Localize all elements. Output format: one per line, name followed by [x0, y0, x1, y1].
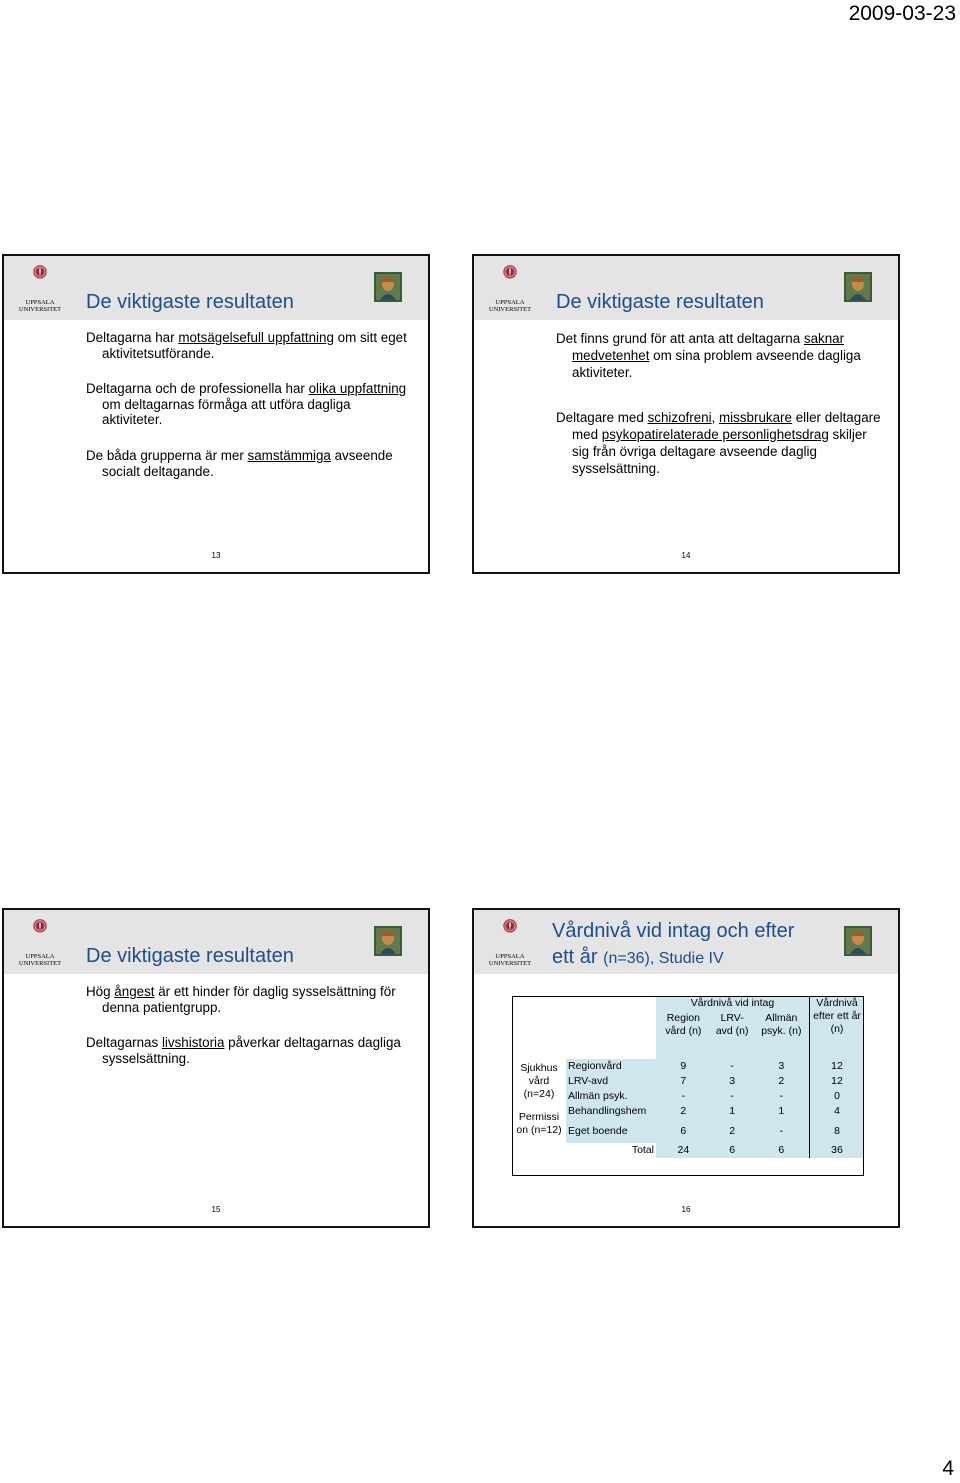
cell: 12: [810, 1059, 865, 1074]
slide-title: De viktigaste resultaten: [556, 291, 764, 313]
page-number: 4: [942, 1457, 954, 1480]
bullet: Deltagarnas livshistoria påverkar deltagarnas dagliga sysselsättning.: [86, 1035, 401, 1066]
row-label: Eget boende: [566, 1119, 656, 1143]
cell: 3: [754, 1059, 810, 1074]
logo-text-1: UPPSALA: [25, 299, 55, 306]
slide-number: 15: [211, 1205, 221, 1214]
slide-header: [4, 910, 428, 974]
cell: 0: [810, 1089, 865, 1104]
slide-body: [86, 984, 414, 1086]
table-row: [512, 1104, 864, 1119]
slide-number: 13: [211, 551, 221, 560]
cell: 8: [810, 1119, 865, 1143]
uppsala-logo: [12, 918, 68, 968]
logo-text-2: UNIVERSITET: [18, 960, 62, 967]
cell: 7: [656, 1074, 711, 1089]
row-label: Allmän psyk.: [566, 1089, 656, 1104]
slide-title: De viktigaste resultaten: [86, 291, 294, 313]
uppsala-logo: [12, 264, 68, 314]
logo-text-1: UPPSALA: [495, 953, 525, 960]
slide-16: [472, 908, 900, 1228]
cell: -: [754, 1119, 810, 1143]
cell: 9: [656, 1059, 711, 1074]
slide-number: 16: [681, 1205, 691, 1214]
group-label: Sjukhus vård (n=24): [520, 1062, 558, 1100]
row-label: LRV-avd: [566, 1074, 656, 1089]
cell: 6: [754, 1143, 810, 1158]
slide-body: [556, 330, 884, 505]
logo-text-2: UNIVERSITET: [488, 306, 532, 313]
slide-title: [552, 918, 794, 972]
cell: 6: [656, 1119, 711, 1143]
slide-title: De viktigaste resultaten: [86, 945, 294, 967]
cell: 1: [754, 1104, 810, 1119]
care-level-table: [512, 996, 864, 1158]
bullet: Deltagarna har motsägelsefull uppfattning om sitt eget aktivitetsutförande.: [86, 330, 407, 361]
cell: 24: [656, 1143, 711, 1158]
bullet: Deltagarna och de professionella har olika uppfattning om deltagarnas förmåga att utföra dagliga aktiviteter.: [86, 381, 407, 428]
cell: 1: [711, 1104, 754, 1119]
print-date: 2009-03-23: [848, 2, 956, 25]
seal-icon: [12, 264, 68, 292]
logo-text-1: UPPSALA: [495, 299, 525, 306]
seal-icon: [482, 264, 538, 292]
slide-header: [4, 256, 428, 320]
slide-13: [2, 254, 430, 574]
portrait-icon: [844, 926, 872, 956]
slide-15: [2, 908, 430, 1228]
cell: -: [656, 1089, 711, 1104]
logo-text-1: UPPSALA: [25, 953, 55, 960]
slide-header: [474, 256, 898, 320]
total-row: [512, 1143, 864, 1158]
cell: 2: [656, 1104, 711, 1119]
group-header: Vårdnivå vid intag: [656, 996, 810, 1011]
slide-header: [474, 910, 898, 974]
portrait-icon: [844, 272, 872, 302]
cell: 2: [711, 1119, 754, 1143]
row-label: Regionvård: [566, 1059, 656, 1074]
title-line-2: ett år (n=36), Studie IV: [552, 946, 724, 968]
total-label: Total: [631, 1144, 654, 1156]
logo-text-2: UNIVERSITET: [488, 960, 532, 967]
seal-icon: [12, 918, 68, 946]
cell: 36: [810, 1143, 865, 1158]
col-head-after: Vårdnivå efter ett år (n): [810, 996, 865, 1059]
seal-icon: [482, 918, 538, 946]
slide-14: [472, 254, 900, 574]
cell: 2: [754, 1074, 810, 1089]
col-head: Allmän psyk. (n): [754, 1011, 810, 1059]
uppsala-logo: [482, 264, 538, 314]
row-label: Behandlingshem: [566, 1104, 656, 1119]
bullet: Det finns grund för att anta att deltagarna saknar medvetenhet om sina problem avseende dagliga aktiviteter.: [556, 331, 861, 380]
bullet: Deltagare med schizofreni, missbrukare eller deltagare med psykopatirelaterade personlighetsdrag skiljer sig från övriga deltagare avseende daglig sysselsättning.: [556, 410, 881, 476]
portrait-icon: [374, 272, 402, 302]
cell: -: [754, 1089, 810, 1104]
table-header-row: [512, 996, 864, 1011]
cell: 4: [810, 1104, 865, 1119]
bullet: Hög ångest är ett hinder för daglig sysselsättning för denna patientgrupp.: [86, 984, 396, 1015]
bullet: De båda grupperna är mer samstämmiga avseende socialt deltagande.: [86, 447, 393, 479]
group-label: Permissi on (n=12): [516, 1110, 562, 1136]
cell: -: [711, 1089, 754, 1104]
slide-body: [86, 330, 414, 499]
slide-number: 14: [681, 551, 691, 560]
col-head: Region vård (n): [656, 1011, 711, 1059]
col-head: LRV- avd (n): [711, 1011, 754, 1059]
portrait-icon: [374, 926, 402, 956]
cell: 12: [810, 1074, 865, 1089]
table-row: [512, 1059, 864, 1074]
title-line-1: Vårdnivå vid intag och efter: [552, 920, 795, 942]
uppsala-logo: [482, 918, 538, 968]
cell: 6: [711, 1143, 754, 1158]
logo-text-2: UNIVERSITET: [18, 306, 62, 313]
cell: 3: [711, 1074, 754, 1089]
cell: -: [711, 1059, 754, 1074]
